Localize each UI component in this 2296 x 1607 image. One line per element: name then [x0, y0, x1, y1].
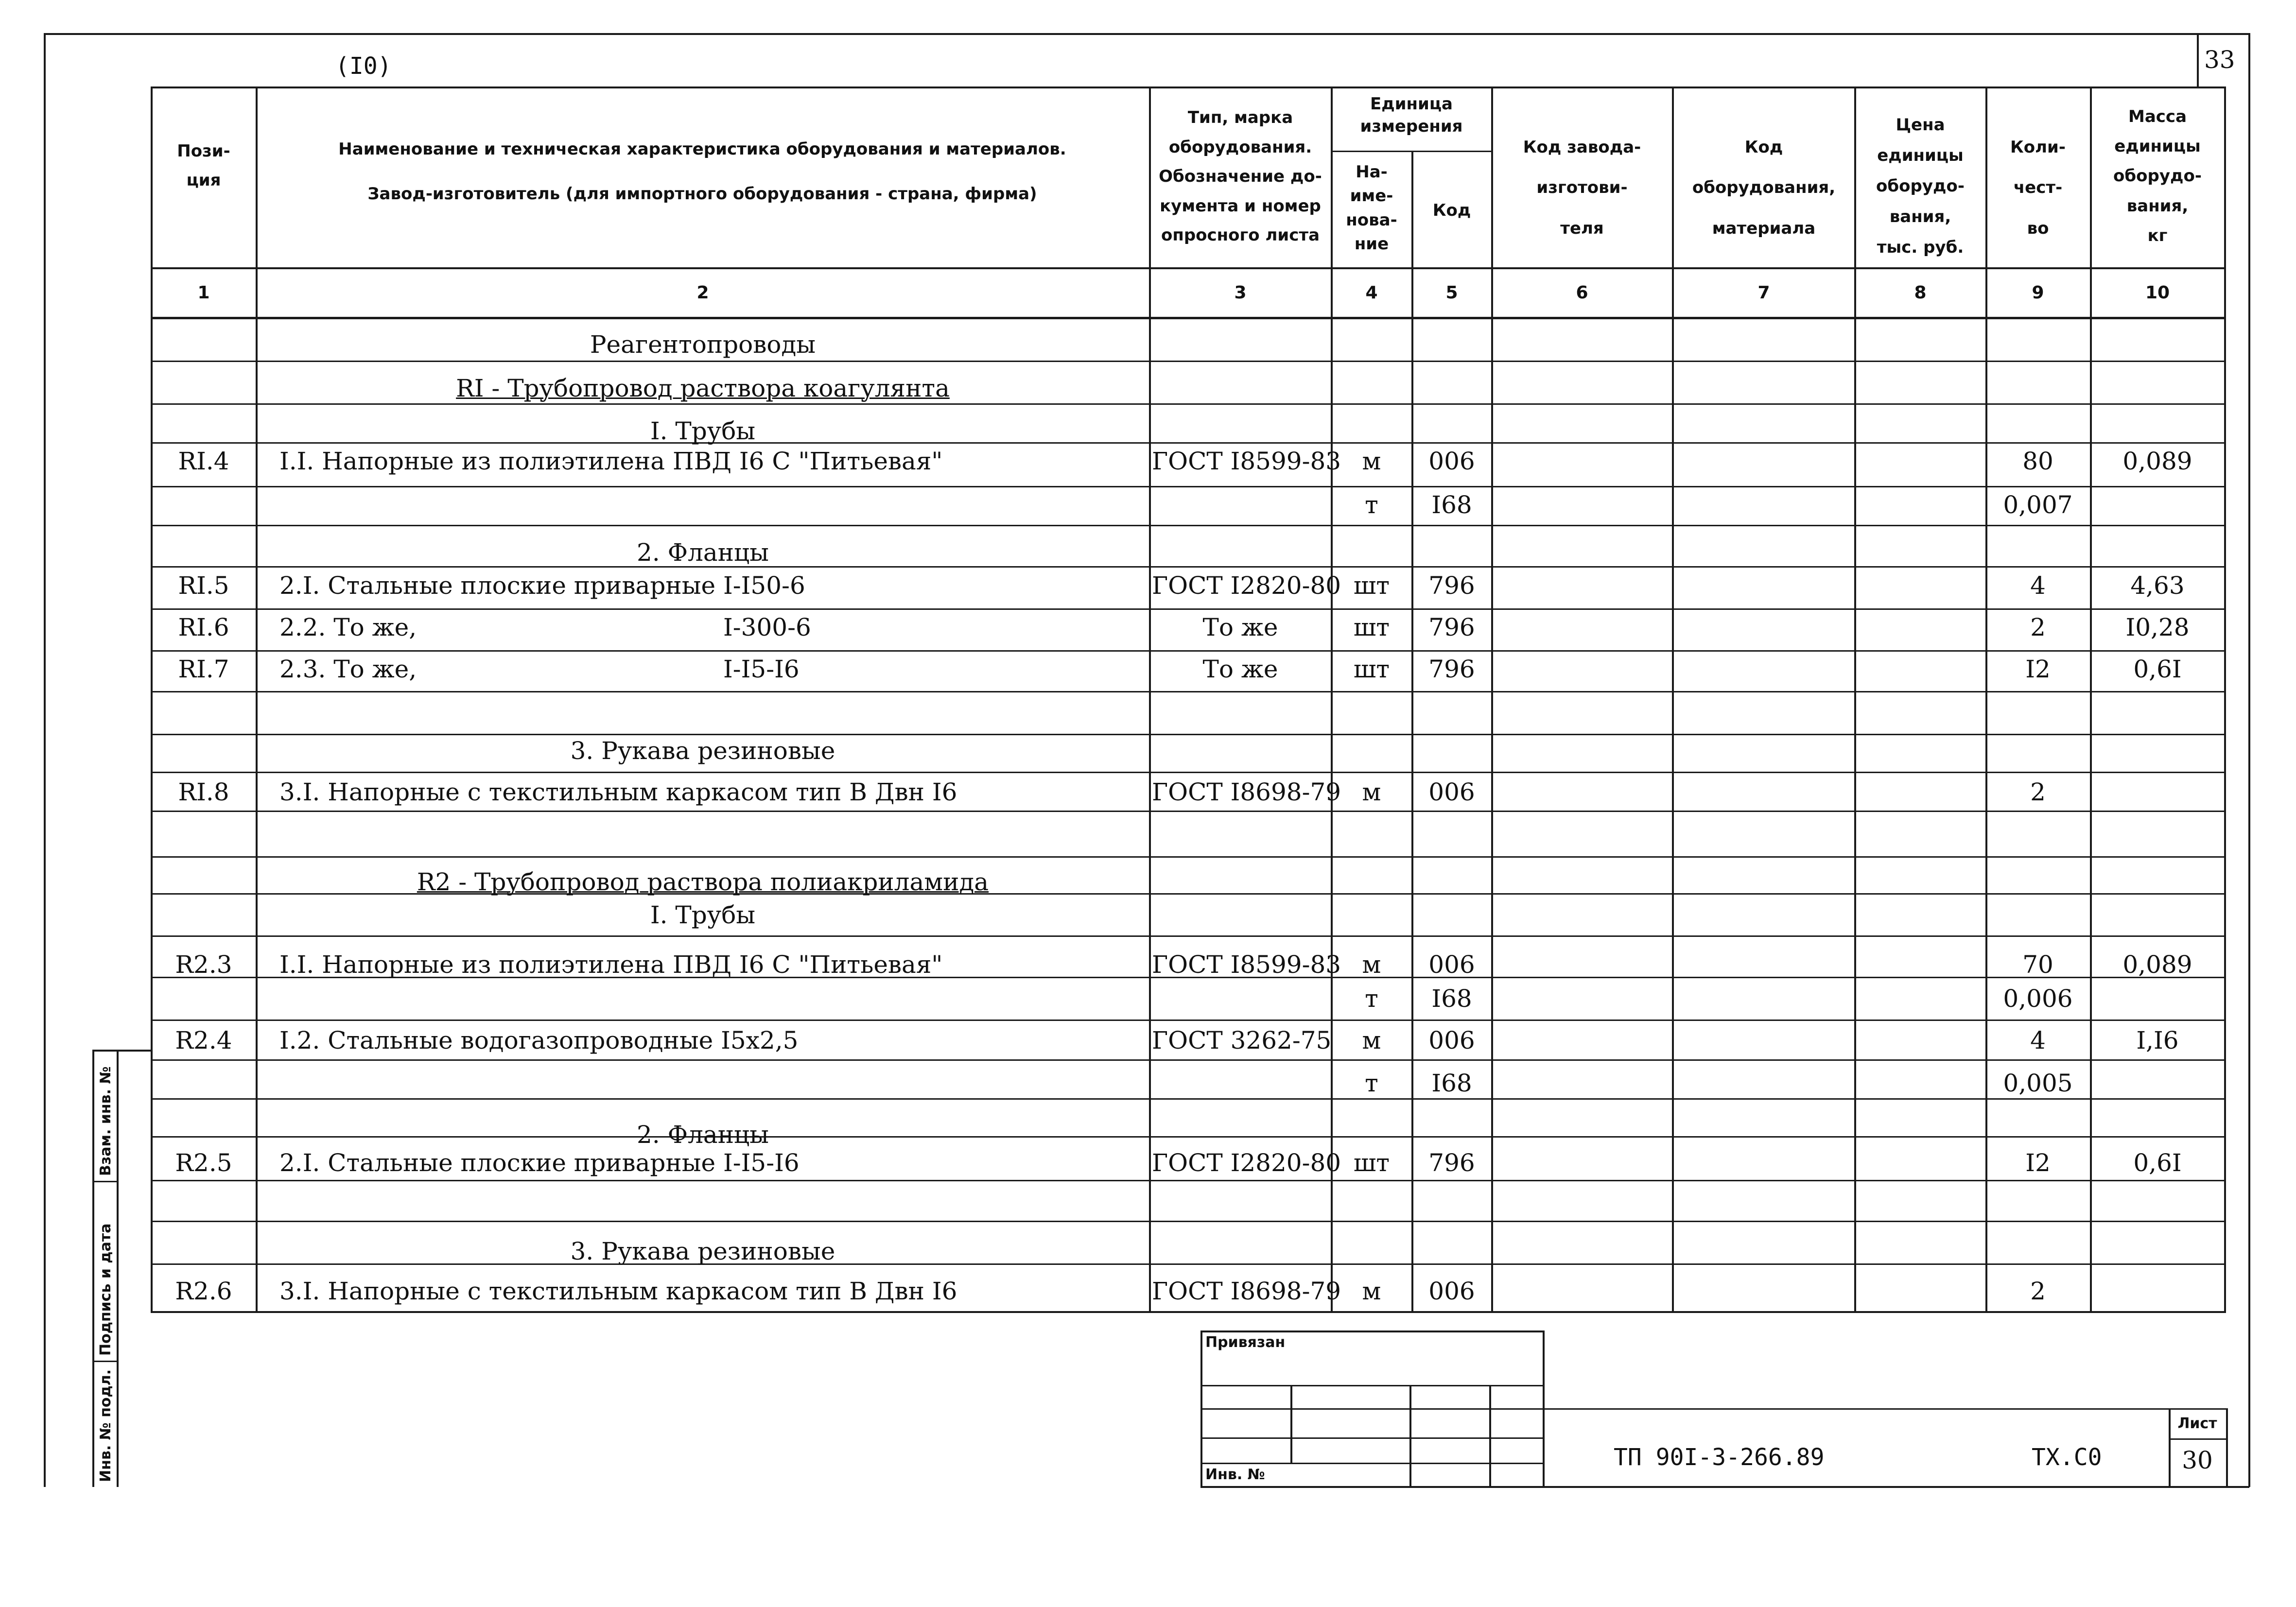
- unit-cell: шт: [1353, 655, 1390, 683]
- unit-cell: шт: [1353, 571, 1390, 600]
- header-col10: Масса единицы оборудо- вания, кг: [2113, 107, 2202, 245]
- code-cell: I68: [1431, 491, 1472, 519]
- column-number: 3: [1234, 283, 1247, 303]
- column-number: 5: [1445, 283, 1458, 303]
- unit-cell: т: [1365, 491, 1378, 519]
- unit-cell: м: [1362, 447, 1381, 475]
- section-subheading: 2. Фланцы: [637, 538, 769, 567]
- header-col8: Цена единицы оборудо- вания, тыс. руб.: [1876, 115, 1965, 257]
- quantity-cell: 2: [2030, 778, 2046, 806]
- code-cell: 006: [1428, 950, 1475, 979]
- position-cell: RI.6: [178, 613, 229, 641]
- section-heading: [258, 870, 1148, 894]
- frame-right: [2248, 33, 2250, 1487]
- doc-cell: ГОСТ I8599-83: [1152, 950, 1341, 979]
- section-subheading: 3. Рукава резиновые: [570, 737, 835, 765]
- corner-box-left: [2197, 33, 2199, 86]
- mass-cell: 0,089: [2122, 447, 2192, 475]
- bound-label: Привязан: [1205, 1334, 1286, 1351]
- doc-cell: ГОСТ 3262-75: [1152, 1026, 1332, 1054]
- position-cell: R2.5: [175, 1149, 232, 1177]
- column-number: 9: [2032, 283, 2044, 303]
- header-col2: Наименование и техническая характеристика оборудования и материалов. Завод-изготовитель (для импортного оборудования - страна, фирма): [338, 139, 1066, 204]
- doc-cell: ГОСТ I2820-80: [1152, 571, 1341, 600]
- code-cell: 006: [1428, 1026, 1475, 1054]
- frame-top: [44, 33, 2249, 35]
- position-cell: RI.4: [178, 447, 229, 475]
- unit-cell: шт: [1353, 1149, 1390, 1177]
- section-heading-text: R2 - Трубопровод раствора полиакриламида: [417, 868, 989, 896]
- frame-left: [44, 33, 46, 1487]
- unit-cell: шт: [1353, 613, 1390, 641]
- name-cell: I.2. Стальные водогазопроводные I5x2,5: [279, 1026, 799, 1054]
- unit-cell: т: [1365, 1069, 1378, 1097]
- sheet-ref-top: (I0): [335, 52, 392, 80]
- code-cell: 796: [1428, 571, 1475, 600]
- name-cell: 2.2. То же,: [279, 613, 417, 641]
- section-subheading: 2. Фланцы: [637, 1121, 769, 1149]
- doc-cell: То же: [1202, 613, 1278, 641]
- quantity-cell: 2: [2030, 613, 2046, 641]
- column-number: 4: [1365, 283, 1378, 303]
- position-cell: R2.3: [175, 950, 232, 979]
- header-col3: Тип, марка оборудования. Обозначение до- кумента и номер опросного листа: [1159, 108, 1322, 245]
- name-suffix-cell: I-I5-I6: [723, 655, 800, 683]
- doc-cell: ГОСТ I8698-79: [1152, 778, 1341, 806]
- mass-cell: 4,63: [2130, 571, 2185, 600]
- header-col7: Код оборудования, материала: [1692, 138, 1836, 238]
- doc-cell: ГОСТ I8698-79: [1152, 1277, 1341, 1305]
- position-cell: RI.5: [178, 571, 229, 600]
- unit-cell: м: [1362, 950, 1381, 979]
- column-number: 7: [1757, 283, 1770, 303]
- name-suffix-cell: I-300-6: [723, 613, 811, 641]
- code-cell: 006: [1428, 778, 1475, 806]
- side-label: Подпись и дата: [97, 1223, 114, 1356]
- sheet-number: 30: [2182, 1446, 2213, 1474]
- name-cell: 2.I. Стальные плоские приварные I-I50-6: [279, 571, 805, 600]
- code-cell: I68: [1431, 985, 1472, 1013]
- document-designation: ТП 90I-3-266.89: [1614, 1444, 1825, 1471]
- mass-cell: 0,089: [2122, 950, 2192, 979]
- name-cell: 2.3. То же,: [279, 655, 417, 683]
- column-number: 2: [696, 283, 709, 303]
- quantity-cell: 80: [2022, 447, 2053, 475]
- doc-cell: То же: [1202, 655, 1278, 683]
- header-col1: Пози- ция: [177, 141, 230, 190]
- quantity-cell: I2: [2025, 1149, 2051, 1177]
- code-cell: 006: [1428, 447, 1475, 475]
- code-cell: I68: [1431, 1069, 1472, 1097]
- header-col4: На- име- нова- ние: [1346, 162, 1397, 254]
- name-cell: I.I. Напорные из полиэтилена ПВД I6 С "Питьевая": [279, 447, 943, 475]
- name-cell: 3.I. Напорные с текстильным каркасом тип В Двн I6: [279, 1277, 957, 1305]
- quantity-cell: 4: [2030, 1026, 2046, 1054]
- quantity-cell: 2: [2030, 1277, 2046, 1305]
- mass-cell: I,I6: [2136, 1026, 2179, 1054]
- sheet-code: ТХ.С0: [2032, 1444, 2102, 1471]
- column-number: 6: [1576, 283, 1588, 303]
- quantity-cell: 4: [2030, 571, 2046, 600]
- unit-cell: т: [1365, 985, 1378, 1013]
- header-col9: Коли- чест- во: [2010, 138, 2066, 238]
- section-subheading: I. Трубы: [650, 417, 756, 445]
- sheet-label: Лист: [2177, 1415, 2217, 1432]
- section-subheading: I. Трубы: [650, 901, 756, 929]
- quantity-cell: I2: [2025, 655, 2051, 683]
- mass-cell: 0,6I: [2133, 655, 2182, 683]
- side-label: Инв. № подл.: [97, 1369, 114, 1482]
- code-cell: 796: [1428, 613, 1475, 641]
- quantity-cell: 0,005: [2003, 1069, 2073, 1097]
- code-cell: 796: [1428, 655, 1475, 683]
- corner-number: 33: [2204, 46, 2235, 74]
- unit-cell: м: [1362, 1277, 1381, 1305]
- code-cell: 796: [1428, 1149, 1475, 1177]
- section-heading: [258, 376, 1148, 400]
- section-heading-text: RI - Трубопровод раствора коагулянта: [456, 374, 950, 402]
- quantity-cell: 70: [2022, 950, 2053, 979]
- doc-cell: ГОСТ I2820-80: [1152, 1149, 1341, 1177]
- inventory-number-label: Инв. №: [1205, 1466, 1265, 1483]
- doc-cell: ГОСТ I8599-83: [1152, 447, 1341, 475]
- header-col5: Код: [1432, 201, 1471, 220]
- section-subheading: 3. Рукава резиновые: [570, 1237, 835, 1265]
- header-unit-group: Единица измерения: [1360, 94, 1463, 136]
- unit-cell: м: [1362, 1026, 1381, 1054]
- side-label: Взам. инв. №: [97, 1066, 114, 1176]
- column-number: 1: [197, 283, 210, 303]
- position-cell: R2.6: [175, 1277, 232, 1305]
- section-heading: Реагентопроводы: [590, 330, 816, 359]
- code-cell: 006: [1428, 1277, 1475, 1305]
- name-cell: I.I. Напорные из полиэтилена ПВД I6 С "Питьевая": [279, 950, 943, 979]
- quantity-cell: 0,007: [2003, 491, 2073, 519]
- mass-cell: 0,6I: [2133, 1149, 2182, 1177]
- name-cell: 2.I. Стальные плоские приварные I-I5-I6: [279, 1149, 800, 1177]
- mass-cell: I0,28: [2125, 613, 2190, 641]
- unit-cell: м: [1362, 778, 1381, 806]
- position-cell: R2.4: [175, 1026, 232, 1054]
- column-number: 10: [2145, 283, 2170, 303]
- quantity-cell: 0,006: [2003, 985, 2073, 1013]
- column-number: 8: [1914, 283, 1927, 303]
- position-cell: RI.8: [178, 778, 229, 806]
- header-col6: Код завода- изготови- теля: [1523, 138, 1641, 238]
- position-cell: RI.7: [178, 655, 229, 683]
- name-cell: 3.I. Напорные с текстильным каркасом тип В Двн I6: [279, 778, 957, 806]
